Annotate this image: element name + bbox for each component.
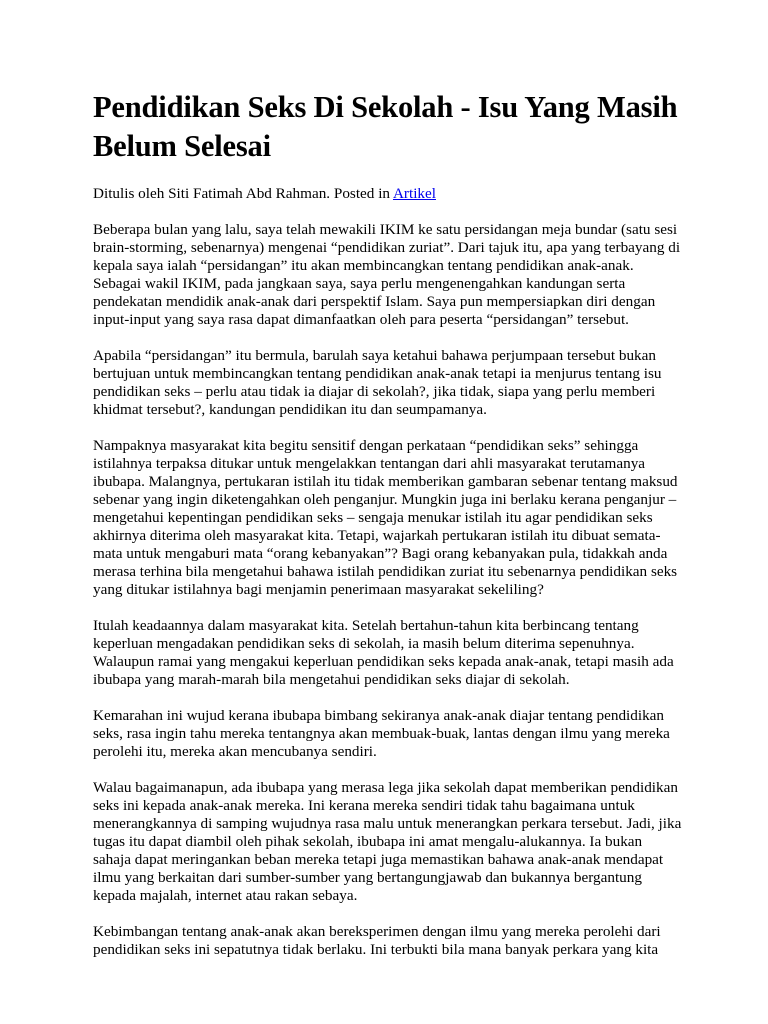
article: [93, 88, 683, 977]
article-byline: [93, 185, 683, 203]
article-title: Pendidikan Seks Di Sekolah - Isu Yang Masih Belum Selesai: [93, 90, 678, 163]
paragraph-4: Itulah keadaannya dalam masyarakat kita. Setelah bertahun-tahun kita berbincang tentang keperluan mengadakan pendidikan seks di sekolah, ia masih belum diterima sepenuhnya. Walaupun ramai yang mengakui keperluan pendidikan seks kepada anak-anak, tetapi masih ada ibubapa yang marah-marah bila mengetahui pendidikan seks diajar di sekolah.: [93, 617, 674, 688]
paragraph-2: Apabila “persidangan” itu bermula, barulah saya ketahui bahawa perjumpaan tersebut bukan bertujuan untuk membincangkan tentang pendidikan anak-anak tetapi ia menjurus tentang isu pendidikan seks – perlu atau tidak ia diajar di sekolah?, jika tidak, siapa yang perlu memberi khidmat tersebut?, kandungan pendidikan itu dan seumpamanya.: [93, 347, 662, 418]
byline-text: Ditulis oleh Siti Fatimah Abd Rahman. Posted in: [93, 185, 393, 202]
category-link-artikel[interactable]: Artikel: [392, 185, 436, 202]
paragraph-3: Nampaknya masyarakat kita begitu sensitif dengan perkataan “pendidikan seks” sehingga istilahnya terpaksa ditukar untuk mengelakkan tentangan dari ahli masyarakat terutamanya ibubapa. Malangnya, pertukaran istilah itu tidak memberikan gambaran sebenar tentang maksud sebenar yang ingin diketengahkan oleh penganjur. Mungkin juga ini berlaku kerana penganjur – mengetahui kepentingan pendidikan seks – sengaja menukar istilah itu agar pendidikan seks akhirnya diterima oleh masyarakat kita. Tetapi, wajarkah pertukaran istilah itu dibuat semata-mata untuk mengaburi mata “orang kebanyakan”? Bagi orang kebanyakan pula, tidakkah anda merasa terhina bila mengetahui bahawa istilah pendidikan zuriat itu sebenarnya pendidikan seks yang ditukar istilahnya bagi menjamin penerimaan masyarakat sekeliling?: [93, 437, 678, 598]
paragraph-5: Kemarahan ini wujud kerana ibubapa bimbang sekiranya anak-anak diajar tentang pendidikan seks, rasa ingin tahu mereka tentangnya akan membuak-buak, lantas dengan ilmu yang mereka perolehi itu, mereka akan mencubanya sendiri.: [93, 707, 670, 760]
paragraph-1: Beberapa bulan yang lalu, saya telah mewakili IKIM ke satu persidangan meja bundar (satu sesi brain-storming, sebenarnya) mengenai “pendidikan zuriat”. Dari tajuk itu, apa yang terbayang di kepala saya ialah “persidangan” itu akan membincangkan tentang pendidikan anak-anak. Sebagai wakil IKIM, pada jangkaan saya, saya perlu mengenengahkan kandungan serta pendekatan mendidik anak-anak dari perspektif Islam. Saya pun mempersiapkan diri dengan input-input yang saya rasa dapat dimanfaatkan oleh para peserta “persidangan” tersebut.: [93, 221, 681, 328]
paragraph-6: Walau bagaimanapun, ada ibubapa yang merasa lega jika sekolah dapat memberikan pendidikan seks ini kepada anak-anak mereka. Ini kerana mereka sendiri tidak tahu bagaimana untuk menerangkannya di samping wujudnya rasa malu untuk menerangkan perkara tersebut. Jadi, jika tugas itu dapat diambil oleh pihak sekolah, ibubapa ini amat mengalu-alukannya. Ia bukan sahaja dapat meringankan beban mereka tetapi juga memastikan bahawa anak-anak mendapat ilmu yang berkaitan dari sumber-sumber yang bertangungjawab dan bukannya bergantung kepada majalah, internet atau rakan sebaya.: [93, 779, 682, 904]
paragraph-7: Kebimbangan tentang anak-anak akan bereksperimen dengan ilmu yang mereka perolehi dari pendidikan seks ini sepatutnya tidak berlaku. Ini terbukti bila mana banyak perkara yang kita: [93, 923, 661, 958]
